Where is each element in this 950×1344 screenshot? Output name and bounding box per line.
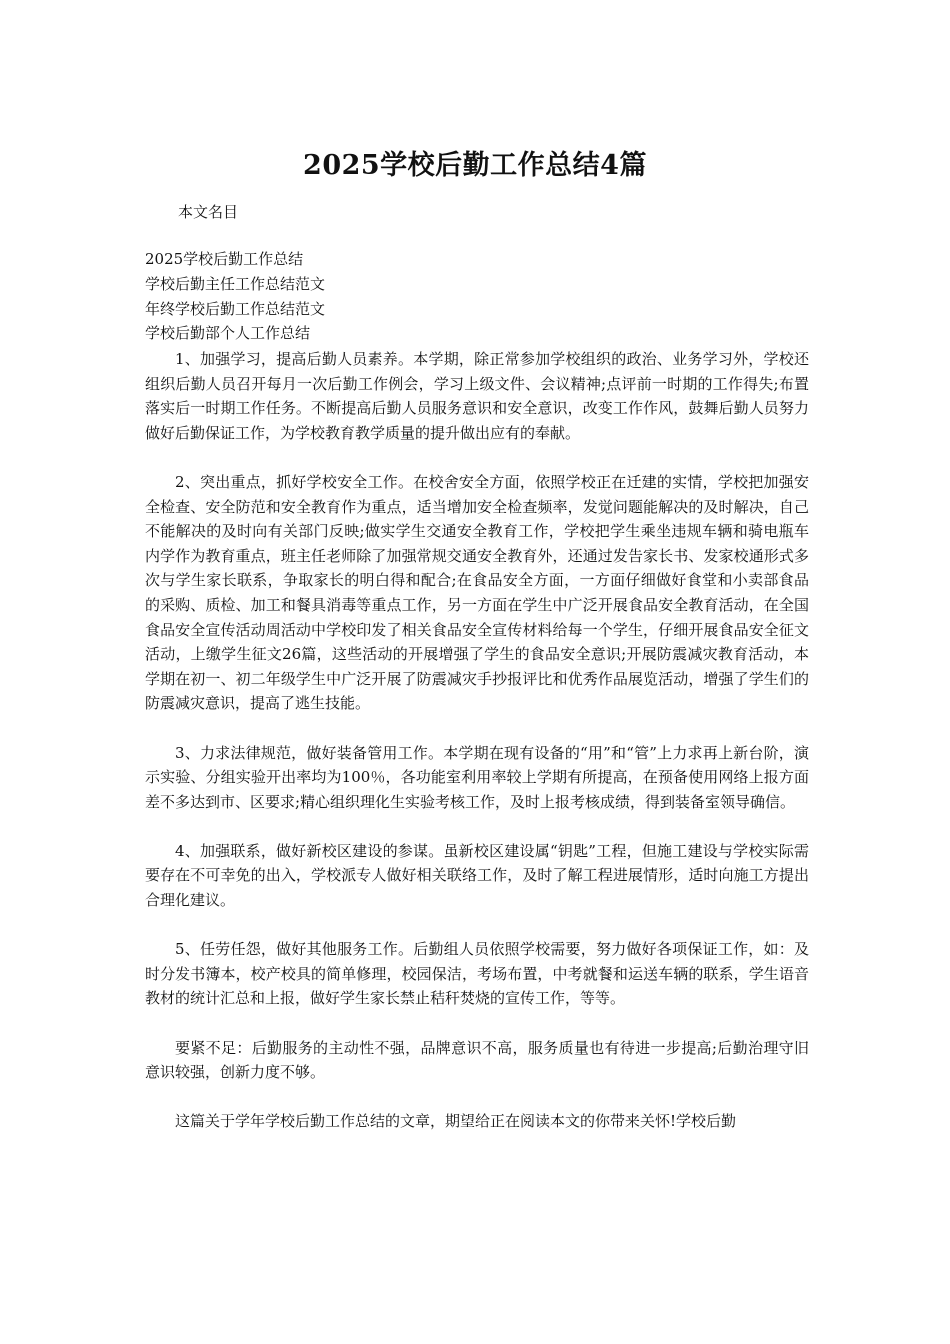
- document-title: 2025学校后勤工作总结4篇: [303, 150, 647, 182]
- document-body: [145, 347, 809, 1159]
- body-paragraph: 5、任劳任怨，做好其他服务工作。后勤组人员依照学校需要，努力做好各项保证工作，如：及时分发书簿本，校产校具的简单修理，校园保洁，考场布置，中考就餐和运送车辆的联系，学生语音教材的统计汇总和上报，做好学生家长禁止秸秆焚烧的宣传工作，等等。: [145, 940, 809, 1008]
- body-paragraph: 4、加强联系，做好新校区建设的参谋。虽新校区建设属“钥匙”工程，但施工建设与学校实际需要存在不可幸免的出入，学校派专人做好相关联络工作，及时了解工程进展情形，适时向施工方提出合理化建议。: [145, 841, 809, 910]
- toc-item: 学校后勤主任工作总结范文: [145, 274, 326, 293]
- toc-heading: 本文名目: [178, 203, 239, 221]
- toc-item: 2025学校后勤工作总结: [145, 250, 304, 268]
- body-paragraph: 2、突出重点，抓好学校安全工作。在校舍安全方面，依照学校正在迁建的实情，学校把加强安全检查、安全防范和安全教育作为重点，适当增加安全检查频率，发觉问题能解决的及时解决，自己不能解决的及时向有关部门反映;做实学生交通安全教育工作，学校把学生乘坐违规车辆和骑电瓶车内学作为教育重点，班主任老师除了加强常规交通安全教育外，还通过发告家长书、发家校通形式多次与学生家长联系，争取家长的明白得和配合;在食品安全方面，一方面仔细做好食堂和小卖部食品的采购、质检、加工和餐具消毒等重点工作，另一方面在学生中广泛开展食品安全教育活动，在全国食品安全宣传活动周活动中学校印发了相关食品安全宣传材料给每一个学生，仔细开展食品安全征文活动，上缴学生征文26篇，这些活动的开展增强了学生的食品安全意识;开展防震减灾教育活动，本学期在初一、初二年级学生中广泛开展了防震减灾手抄报评比和优秀作品展览活动，增强了学生们的防震减灾意识，提高了逃生技能。: [145, 472, 809, 713]
- toc-item: 年终学校后勤工作总结范文: [145, 299, 326, 318]
- body-paragraph: 要紧不足：后勤服务的主动性不强，品牌意识不高，服务质量也有待进一步提高;后勤治理守旧意识较强，创新力度不够。: [145, 1038, 809, 1082]
- body-paragraph: 1、加强学习，提高后勤人员素养。本学期，除正常参加学校组织的政治、业务学习外，学校还组织后勤人员召开每月一次后勤工作例会，学习上级文件、会议精神;点评前一时期的工作得失;布置落实后一时期工作任务。不断提高后勤人员服务意识和安全意识，改变工作作风，鼓舞后勤人员努力做好后勤保证工作，为学校教育教学质量的提升做出应有的奉献。: [145, 350, 809, 442]
- table-of-contents: [145, 247, 325, 346]
- body-paragraph: 这篇关于学年学校后勤工作总结的文章，期望给正在阅读本文的你带来关怀!学校后勤: [175, 1112, 737, 1131]
- toc-item: 学校后勤部个人工作总结: [145, 324, 311, 343]
- body-paragraph: 3、力求法律规范，做好装备管用工作。本学期在现有设备的“用”和“管”上力求再上新台阶，演示实验、分组实验开出率均为100％，各功能室利用率较上学期有所提高，在预备使用网络上报方面差不多达到市、区要求;精心组织理化生实验考核工作，及时上报考核成绩，得到装备室领导确信。: [145, 743, 809, 811]
